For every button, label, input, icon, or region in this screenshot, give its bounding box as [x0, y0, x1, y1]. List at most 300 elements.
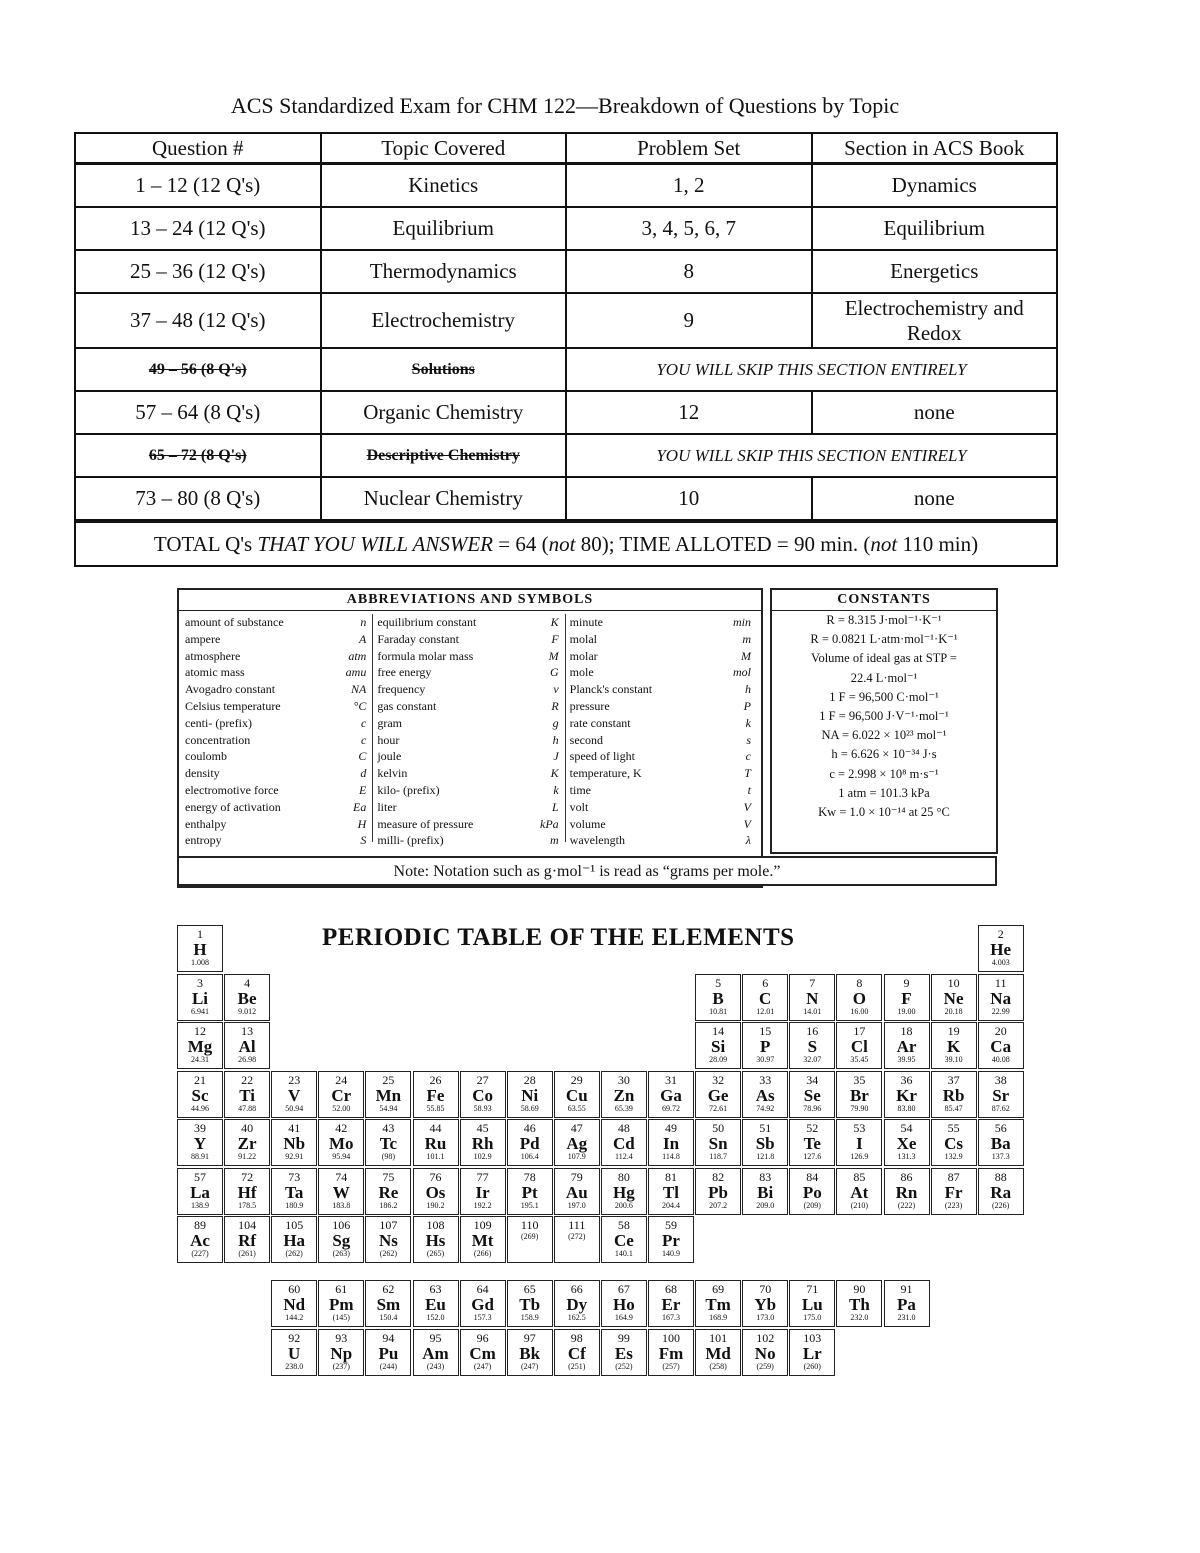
element-mass: 95.94 — [332, 1152, 351, 1161]
element-cell — [836, 1168, 882, 1215]
element-symbol: S — [807, 1037, 818, 1056]
cell-problem-set: 3, 4, 5, 6, 7 — [566, 207, 812, 250]
element-number: 64 — [476, 1282, 489, 1296]
element-number: 4 — [244, 975, 251, 990]
element-mass: 30.97 — [756, 1055, 775, 1064]
element-cell — [836, 974, 882, 1021]
abbreviation-symbol: amu — [345, 665, 367, 680]
element-cell — [460, 1119, 506, 1166]
abbreviation-symbol: A — [358, 631, 367, 646]
element-mass: 152.0 — [426, 1313, 445, 1322]
abbreviation-term: kelvin — [377, 766, 408, 781]
element-cell — [695, 1280, 741, 1327]
element-mass: 63.55 — [567, 1103, 586, 1113]
element-symbol: Ac — [190, 1231, 210, 1250]
abbreviation-row — [377, 631, 564, 648]
cell-question: 73 – 80 (8 Q's) — [75, 477, 321, 521]
element-mass: (223) — [944, 1200, 963, 1210]
element-number: 104 — [238, 1218, 257, 1232]
element-symbol: Hs — [425, 1231, 446, 1250]
abbreviation-row — [185, 614, 372, 631]
element-mass: 112.4 — [615, 1152, 633, 1161]
element-number: 90 — [853, 1282, 866, 1296]
notation-note: Note: Notation such as g·mol⁻¹ is read as “grams per mole.” — [177, 856, 997, 886]
element-mass: 144.2 — [285, 1313, 304, 1322]
element-mass: 192.2 — [473, 1200, 492, 1210]
abbreviation-row — [377, 816, 564, 833]
element-number: 70 — [759, 1282, 772, 1296]
element-symbol: Si — [711, 1037, 726, 1056]
element-symbol: Co — [472, 1085, 493, 1105]
cell-question-struck: 49 – 56 (8 Q's) — [75, 348, 321, 391]
element-cell — [460, 1280, 506, 1327]
cell-section: Equilibrium — [812, 207, 1058, 250]
element-mass: 4.003 — [991, 958, 1010, 967]
element-symbol: Pd — [519, 1134, 540, 1153]
constant-item: c = 2.998 × 10⁸ m·s⁻¹ — [829, 766, 939, 781]
element-cell — [789, 1119, 835, 1166]
element-number: 26 — [429, 1072, 442, 1087]
element-mass: 183.8 — [332, 1200, 351, 1210]
element-symbol: Lu — [801, 1295, 823, 1314]
element-cell — [931, 1168, 977, 1215]
abbreviation-term: energy of activation — [185, 799, 281, 814]
total-part: 110 min) — [897, 531, 979, 556]
element-symbol: Ba — [990, 1134, 1011, 1153]
element-cell — [460, 1168, 506, 1215]
abbreviation-symbol: V — [743, 816, 751, 831]
element-symbol: Pt — [521, 1182, 538, 1202]
element-cell — [318, 1280, 364, 1327]
element-number: 15 — [759, 1024, 772, 1038]
abbreviation-row — [377, 614, 564, 631]
element-symbol: Sn — [708, 1134, 728, 1153]
element-symbol: Ta — [285, 1182, 304, 1202]
element-cell — [413, 1119, 459, 1166]
constant-item: h = 6.626 × 10⁻³⁴ J·s — [831, 747, 937, 762]
element-number: 3 — [197, 975, 203, 990]
abbreviation-term: mole — [569, 665, 594, 680]
element-symbol: V — [288, 1085, 301, 1105]
element-mass: 231.0 — [897, 1313, 916, 1322]
total-summary — [75, 521, 1057, 566]
element-symbol: Rf — [238, 1231, 257, 1250]
element-symbol: Yb — [754, 1295, 777, 1314]
header-topic: Topic Covered — [321, 133, 567, 164]
cell-question: 25 – 36 (12 Q's) — [75, 250, 321, 293]
element-cell — [931, 1119, 977, 1166]
abbreviation-symbol: ν — [553, 682, 559, 697]
element-symbol: Tl — [662, 1182, 680, 1202]
element-cell — [271, 1329, 317, 1376]
element-cell — [789, 1071, 835, 1118]
cell-problem-set: 12 — [566, 391, 812, 434]
element-cell — [978, 1119, 1024, 1166]
element-cell — [554, 1071, 600, 1118]
abbreviation-term: ampere — [185, 631, 221, 646]
element-mass: (237) — [332, 1361, 350, 1371]
element-mass: 164.9 — [614, 1313, 633, 1322]
abbreviations-column-1 — [185, 614, 372, 848]
element-symbol: Fe — [426, 1085, 445, 1105]
element-symbol: C — [759, 988, 772, 1008]
element-number: 93 — [335, 1330, 348, 1345]
element-mass: 92.91 — [285, 1152, 304, 1161]
element-number: 52 — [806, 1121, 819, 1135]
element-mass: (222) — [897, 1200, 916, 1210]
element-number: 36 — [900, 1072, 913, 1087]
element-number: 91 — [900, 1282, 913, 1296]
constant-item: 1 F = 96,500 C·mol⁻¹ — [829, 689, 939, 704]
element-number: 55 — [947, 1121, 960, 1135]
abbreviation-term: molar — [569, 648, 598, 663]
element-number: 76 — [429, 1169, 442, 1184]
abbreviation-term: volume — [569, 816, 606, 831]
abbreviation-term: temperature, K — [569, 766, 642, 781]
element-symbol: Sm — [376, 1295, 401, 1314]
abbreviation-term: coulomb — [185, 749, 227, 764]
element-number: 73 — [288, 1169, 301, 1184]
element-cell — [884, 974, 930, 1021]
element-symbol: Mn — [375, 1085, 402, 1105]
element-number: 103 — [803, 1330, 822, 1345]
element-cell — [836, 1119, 882, 1166]
element-symbol: Ni — [521, 1085, 539, 1105]
element-mass: (263) — [332, 1249, 350, 1258]
cell-problem-set: 9 — [566, 293, 812, 348]
element-cell — [224, 974, 270, 1021]
element-mass: 22.99 — [991, 1006, 1010, 1016]
element-cell — [554, 1329, 600, 1376]
abbreviation-symbol: NA — [350, 682, 367, 697]
element-mass: 91.22 — [238, 1152, 257, 1161]
abbreviation-row — [185, 698, 372, 715]
element-number: 67 — [617, 1282, 630, 1296]
element-cell — [507, 1216, 553, 1263]
abbreviation-term: amount of substance — [185, 615, 284, 629]
element-mass: 47.88 — [238, 1103, 257, 1113]
element-cell — [271, 1216, 317, 1263]
abbreviation-row — [570, 715, 757, 732]
element-symbol: Ru — [424, 1134, 447, 1153]
element-cell — [836, 1280, 882, 1327]
element-symbol: Am — [422, 1343, 449, 1363]
element-cell — [742, 974, 788, 1021]
element-cell — [177, 1022, 223, 1069]
element-mass: 10.81 — [709, 1006, 728, 1016]
element-mass: 167.3 — [662, 1313, 680, 1322]
element-number: 21 — [194, 1072, 206, 1087]
abbreviation-row — [570, 614, 757, 631]
element-symbol: Sg — [332, 1231, 351, 1250]
element-mass: 32.07 — [803, 1055, 822, 1064]
element-number: 94 — [382, 1330, 395, 1345]
element-symbol: Se — [803, 1085, 821, 1105]
element-symbol: In — [662, 1134, 680, 1153]
abbreviation-term: free energy — [377, 665, 432, 680]
abbreviation-term: centi- (prefix) — [185, 715, 252, 730]
element-number: 62 — [382, 1282, 395, 1296]
element-symbol: Bi — [757, 1182, 774, 1202]
element-number: 109 — [473, 1218, 492, 1232]
element-mass: 28.09 — [709, 1055, 728, 1064]
element-mass: 78.96 — [803, 1103, 822, 1113]
element-symbol: Pb — [708, 1182, 729, 1202]
element-mass: 88.91 — [191, 1152, 209, 1161]
constant-item: 1 F = 96,500 J·V⁻¹·mol⁻¹ — [819, 708, 949, 723]
abbreviation-row — [185, 664, 372, 681]
abbreviation-row — [185, 799, 372, 816]
element-symbol: W — [332, 1182, 350, 1202]
element-number: 14 — [712, 1024, 725, 1038]
element-cell — [695, 1119, 741, 1166]
element-symbol: Np — [330, 1343, 353, 1363]
element-number: 89 — [194, 1218, 206, 1232]
element-mass: (265) — [426, 1249, 445, 1258]
element-cell — [318, 1329, 364, 1376]
element-cell — [271, 1119, 317, 1166]
element-symbol: Cd — [613, 1134, 635, 1153]
element-number: 12 — [194, 1024, 206, 1038]
abbreviation-row — [377, 715, 564, 732]
element-symbol: Rb — [942, 1085, 965, 1105]
element-symbol: Ha — [283, 1231, 306, 1250]
abbreviation-term: density — [185, 766, 220, 781]
abbreviation-term: atomic mass — [185, 665, 245, 680]
element-symbol: Be — [237, 988, 257, 1008]
abbreviation-symbol: K — [550, 615, 559, 629]
element-symbol: Nb — [283, 1134, 306, 1153]
element-number: 8 — [856, 975, 863, 990]
cell-problem-set: 8 — [566, 250, 812, 293]
element-number: 86 — [900, 1169, 913, 1184]
element-number: 24 — [335, 1072, 348, 1087]
element-mass: 157.3 — [473, 1313, 492, 1322]
element-mass: 232.0 — [850, 1313, 869, 1322]
abbreviation-row — [377, 748, 564, 765]
element-mass: 121.8 — [756, 1152, 775, 1161]
element-symbol: Xe — [896, 1134, 917, 1153]
element-symbol: Rn — [895, 1182, 918, 1202]
element-mass: (252) — [615, 1361, 633, 1371]
abbreviation-symbol: t — [747, 782, 751, 797]
element-number: 79 — [570, 1169, 583, 1184]
element-symbol: Y — [193, 1134, 207, 1153]
element-mass: 74.92 — [756, 1103, 775, 1113]
element-cell — [695, 974, 741, 1021]
element-symbol: Te — [803, 1134, 821, 1153]
element-cell — [271, 1071, 317, 1118]
element-mass: (251) — [568, 1361, 586, 1371]
element-symbol: Au — [565, 1182, 588, 1202]
element-symbol: Nd — [283, 1295, 306, 1314]
abbreviation-term: second — [569, 732, 603, 747]
total-not: not — [548, 531, 576, 556]
element-mass: (226) — [992, 1200, 1010, 1210]
constants-title: CONSTANTS — [772, 590, 996, 611]
constant-item: R = 8.315 J·mol⁻¹·K⁻¹ — [826, 613, 942, 627]
abbreviation-symbol: L — [551, 799, 559, 814]
element-symbol: Es — [614, 1343, 633, 1363]
element-mass: 44.96 — [191, 1103, 209, 1113]
element-cell — [460, 1216, 506, 1263]
abbreviation-symbol: °C — [353, 698, 367, 713]
element-mass: 118.7 — [709, 1152, 727, 1161]
element-number: 87 — [947, 1169, 960, 1184]
element-cell — [365, 1119, 411, 1166]
element-number: 108 — [426, 1218, 445, 1232]
abbreviation-row — [377, 782, 564, 799]
element-mass: 101.1 — [426, 1152, 445, 1161]
element-number: 50 — [712, 1121, 725, 1135]
element-number: 99 — [617, 1330, 630, 1345]
cell-topic: Nuclear Chemistry — [321, 477, 567, 521]
element-cell — [978, 974, 1024, 1021]
abbreviation-symbol: k — [553, 782, 559, 797]
element-symbol: Gd — [471, 1295, 494, 1314]
element-number: 110 — [520, 1218, 539, 1232]
element-symbol: Md — [705, 1343, 731, 1363]
element-number: 39 — [194, 1121, 206, 1135]
abbreviation-term: Planck's constant — [569, 682, 653, 697]
element-mass: 127.6 — [803, 1152, 822, 1161]
element-mass: 87.62 — [991, 1103, 1010, 1113]
element-cell — [931, 974, 977, 1021]
element-symbol: As — [755, 1085, 775, 1105]
element-mass: 16.00 — [850, 1006, 869, 1016]
element-number: 22 — [241, 1072, 254, 1087]
element-cell — [931, 1071, 977, 1118]
element-number: 7 — [809, 975, 816, 990]
abbreviation-row — [185, 732, 372, 749]
element-symbol: Zr — [237, 1134, 257, 1153]
element-cell — [224, 1119, 270, 1166]
element-number: 29 — [570, 1072, 583, 1087]
element-number: 37 — [947, 1072, 960, 1087]
element-cell — [413, 1280, 459, 1327]
abbreviation-symbol: F — [551, 631, 559, 646]
element-symbol: Ga — [660, 1085, 682, 1105]
table-row-skipped — [75, 348, 1057, 391]
element-mass: 138.9 — [191, 1200, 209, 1210]
element-symbol: Cm — [469, 1343, 496, 1363]
element-number: 85 — [853, 1169, 866, 1184]
cell-section: Dynamics — [812, 164, 1058, 208]
element-mass: 19.00 — [897, 1006, 916, 1016]
element-number: 57 — [194, 1169, 206, 1184]
element-cell — [884, 1280, 930, 1327]
abbreviation-symbol: R — [551, 698, 559, 713]
element-cell — [884, 1022, 930, 1069]
element-cell — [648, 1168, 694, 1215]
element-cell — [789, 1329, 835, 1376]
abbreviation-symbol: h — [744, 682, 751, 697]
element-symbol: Cu — [565, 1085, 588, 1105]
element-cell — [554, 1119, 600, 1166]
element-symbol: Sr — [992, 1085, 1010, 1105]
element-number: 33 — [759, 1072, 772, 1087]
abbreviation-symbol: T — [744, 766, 751, 781]
element-number: 28 — [523, 1072, 536, 1087]
element-number: 66 — [570, 1282, 583, 1296]
element-number: 78 — [523, 1169, 536, 1184]
element-cell — [695, 1071, 741, 1118]
abbreviation-row — [185, 715, 372, 732]
element-mass: 107.9 — [567, 1152, 586, 1161]
element-symbol: U — [288, 1343, 301, 1363]
element-mass: 58.69 — [520, 1103, 539, 1113]
element-symbol: Na — [990, 988, 1012, 1008]
abbreviation-row — [377, 799, 564, 816]
element-mass: 55.85 — [426, 1103, 445, 1113]
element-symbol: Eu — [425, 1295, 446, 1314]
element-cell — [271, 1280, 317, 1327]
element-number: 95 — [429, 1330, 442, 1345]
element-mass: 238.0 — [285, 1361, 304, 1371]
element-mass: 150.4 — [379, 1313, 398, 1322]
cell-topic: Equilibrium — [321, 207, 567, 250]
element-symbol: Lr — [802, 1343, 822, 1363]
element-mass: (98) — [381, 1152, 396, 1161]
element-number: 84 — [806, 1169, 819, 1184]
table-row — [75, 164, 1057, 208]
element-number: 17 — [853, 1024, 866, 1038]
element-mass: 9.012 — [238, 1006, 257, 1016]
total-not: not — [870, 531, 898, 556]
element-mass: 178.5 — [238, 1200, 257, 1210]
element-cell — [742, 1119, 788, 1166]
element-symbol: Tc — [379, 1134, 398, 1153]
element-cell — [884, 1168, 930, 1215]
element-cell — [742, 1168, 788, 1215]
element-mass: 209.0 — [756, 1200, 775, 1210]
element-cell — [224, 1022, 270, 1069]
header-section: Section in ACS Book — [812, 133, 1058, 164]
element-cell — [365, 1216, 411, 1263]
element-mass: 58.93 — [473, 1103, 492, 1113]
abbreviation-symbol: mol — [732, 665, 751, 680]
abbreviation-term: atmosphere — [185, 648, 241, 663]
element-cell — [695, 1022, 741, 1069]
element-symbol: Ne — [943, 988, 964, 1008]
table-row — [75, 250, 1057, 293]
element-number: 72 — [241, 1169, 254, 1184]
abbreviation-symbol: c — [745, 749, 751, 764]
element-symbol: O — [852, 988, 866, 1008]
abbreviation-term: joule — [377, 749, 402, 764]
element-cell — [601, 1168, 647, 1215]
abbreviation-term: wavelength — [569, 833, 625, 848]
element-number: 107 — [379, 1218, 398, 1232]
element-mass: 190.2 — [426, 1200, 445, 1210]
abbreviation-symbol: M — [740, 648, 751, 663]
element-number: 6 — [762, 975, 769, 990]
element-number: 34 — [806, 1072, 819, 1087]
abbreviation-row — [377, 648, 564, 665]
element-cell — [507, 1071, 553, 1118]
abbreviation-symbol: s — [746, 732, 751, 747]
element-cell — [648, 1280, 694, 1327]
element-number: 96 — [476, 1330, 489, 1345]
cell-section: none — [812, 477, 1058, 521]
element-cell — [789, 1022, 835, 1069]
abbreviations-title: ABBREVIATIONS AND SYMBOLS — [179, 590, 761, 611]
abbreviation-row — [570, 816, 757, 833]
element-number: 74 — [335, 1169, 348, 1184]
abbreviation-row — [185, 648, 372, 665]
element-number: 88 — [994, 1169, 1007, 1184]
abbreviation-row — [185, 782, 372, 799]
